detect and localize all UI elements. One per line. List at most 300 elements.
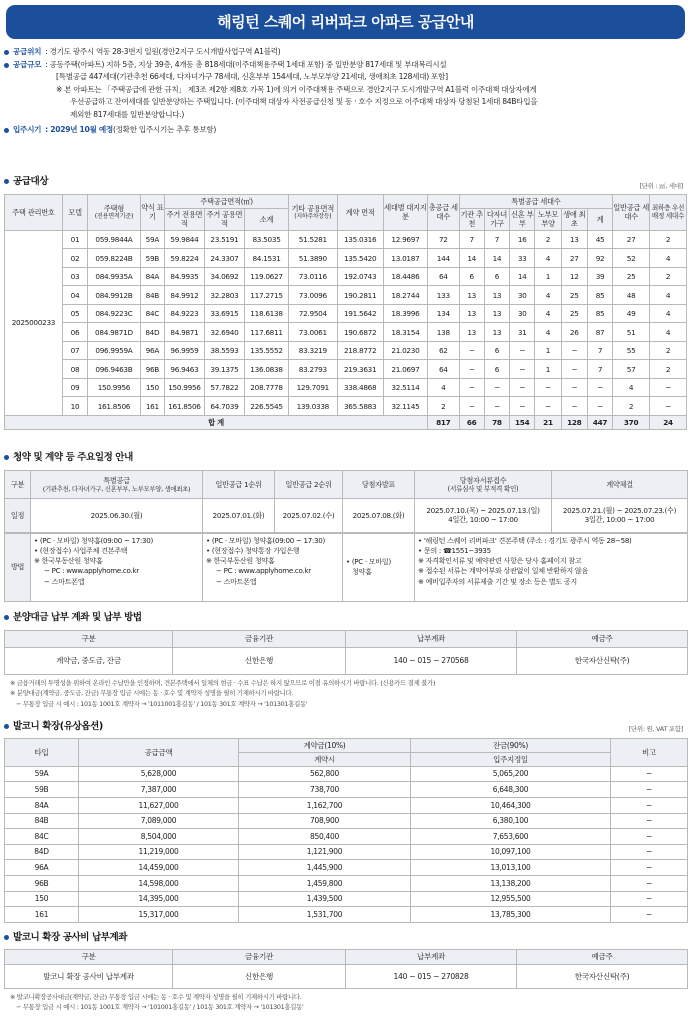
pay-h-div: 구분 xyxy=(5,630,173,647)
cell-first: − xyxy=(561,378,587,397)
cell-newlywed: 30 xyxy=(510,304,535,323)
sched-h-special-sub: (기관추천, 다자녀가구, 신혼부부, 노부모부양, 생애최초) xyxy=(42,484,191,493)
sched-date-contract-1: 2025.07.21.(월) ~ 2025.07.23.(수) xyxy=(562,506,677,516)
cell-model: 07 xyxy=(62,341,87,360)
sched-date-docs xyxy=(415,498,552,532)
method-line: • (PC · 모바일) xyxy=(346,557,391,567)
method-table xyxy=(4,533,688,602)
bullet-icon xyxy=(4,179,9,184)
method-line: • (PC · 모바일) 청약홈(09:00 ~ 17:30) xyxy=(34,535,153,545)
th-contract: 계약 면적 xyxy=(337,194,383,230)
movein-note: (정확한 입주시기는 추후 통보함) xyxy=(112,125,217,134)
cell-abbr: 96B xyxy=(140,360,164,379)
bal-h-balance: 잔금(90%) xyxy=(411,738,611,752)
balcony-row xyxy=(5,907,688,923)
cell-abbr: 84A xyxy=(140,267,164,286)
bal-h-note: 비고 xyxy=(611,738,688,766)
schedule-title xyxy=(4,452,687,464)
cell-land: 18.3996 xyxy=(383,304,427,323)
supply-row xyxy=(5,286,687,305)
bal-type: 96B xyxy=(5,876,79,892)
method-line: • (현장접수) 사업주체 견본주택 xyxy=(34,546,128,556)
th-sum: 계 xyxy=(587,208,612,230)
cell-abbr: 84B xyxy=(140,286,164,305)
cell-total-units: 2 xyxy=(428,397,460,416)
pay-bank: 신한은행 xyxy=(173,647,346,674)
supply-row xyxy=(5,267,687,286)
bal-note: − xyxy=(611,813,688,829)
cell-land: 18.3154 xyxy=(383,323,427,342)
supply-section xyxy=(4,176,687,430)
th-inst: 기관 추천 xyxy=(460,210,483,229)
balcony-row xyxy=(5,876,688,892)
th-total-units: 총공급 세대수 xyxy=(428,194,460,230)
bullet-icon xyxy=(4,50,9,55)
cell-elder: 4 xyxy=(535,286,561,305)
cell-model: 02 xyxy=(62,249,87,268)
schedule-table xyxy=(4,470,688,533)
cell-common: 38.5593 xyxy=(204,341,244,360)
cell-multi: 6 xyxy=(484,267,509,286)
total-cell: 447 xyxy=(587,415,612,429)
bal-balance: 12,955,500 xyxy=(411,891,611,907)
cell-sum: 92 xyxy=(587,249,612,268)
cell-type: 059.9844A xyxy=(88,230,141,249)
cell-model: 09 xyxy=(62,378,87,397)
method-line: − 스마트폰앱 xyxy=(216,576,257,586)
cell-other: 129.7091 xyxy=(289,378,337,397)
cell-common: 34.0692 xyxy=(204,267,244,286)
cell-other: 83.2793 xyxy=(289,360,337,379)
bal-h-deposit: 계약금(10%) xyxy=(239,738,411,752)
bal-balance: 13,138,200 xyxy=(411,876,611,892)
bullet-icon xyxy=(4,935,9,940)
bal-h-deposit-sub: 계약시 xyxy=(239,752,411,766)
cell-first: 25 xyxy=(561,286,587,305)
cell-other: 139.0338 xyxy=(289,397,337,416)
movein-line xyxy=(4,124,687,137)
cell-other: 83.3219 xyxy=(289,341,337,360)
cell-lowest: − xyxy=(650,378,687,397)
cell-first: − xyxy=(561,341,587,360)
method-line: ※ 접수된 서류는 계약여부와 상관없이 일체 반환하지 않음 xyxy=(418,566,589,576)
cell-contract: 219.3631 xyxy=(337,360,383,379)
cell-inst: − xyxy=(459,397,484,416)
cell-model: 03 xyxy=(62,267,87,286)
cell-abbr: 84D xyxy=(140,323,164,342)
cell-subtotal: 208.7778 xyxy=(244,378,288,397)
sched-row-date: 일정 xyxy=(5,498,31,532)
bal-deposit: 1,445,900 xyxy=(239,860,411,876)
cell-model: 10 xyxy=(62,397,87,416)
payment-note-1: ※ 금융거래의 투명성을 위하여 온라인 수납만을 인정하며, 견본주택에서 일체의 현금 · 수표 수납은 하지 않으므로 이점 유의하시기 바랍니다. (신용카드 결제 불가) xyxy=(10,678,436,687)
total-cell: 24 xyxy=(650,415,687,429)
cell-subtotal: 118.6138 xyxy=(244,304,288,323)
cell-inst: − xyxy=(459,341,484,360)
cell-type: 084.9935A xyxy=(88,267,141,286)
bullet-icon xyxy=(4,63,9,68)
movein-value: : 2029년 10월 예정 xyxy=(45,125,113,134)
balcony-row xyxy=(5,860,688,876)
cell-common: 23.5191 xyxy=(204,230,244,249)
cell-type: 096.9463B xyxy=(88,360,141,379)
balcony-row xyxy=(5,766,688,782)
bal-h-type: 타입 xyxy=(5,738,79,766)
th-special: 특별공급 세대수 xyxy=(459,194,613,208)
location-line xyxy=(4,46,687,59)
balcony-payment-title xyxy=(4,932,687,944)
method-winner xyxy=(343,533,415,601)
schedule-section xyxy=(4,452,687,602)
cell-elder: 1 xyxy=(535,360,561,379)
pay-account: 140 − 015 − 270568 xyxy=(346,647,517,674)
cell-type: 059.8224B xyxy=(88,249,141,268)
balcony-row xyxy=(5,813,688,829)
bpay-account: 140 − 015 − 270828 xyxy=(346,964,517,988)
bal-amount: 7,089,000 xyxy=(79,813,239,829)
method-line: ※ 한국부동산원 청약홈 xyxy=(206,556,275,566)
method-line: • 문의 : ☎1551−3935 xyxy=(418,546,491,556)
payment-title-text: 분양대금 납부 계좌 및 납부 방법 xyxy=(13,612,142,623)
cell-contract: 338.4868 xyxy=(337,378,383,397)
cell-excl: 161.8506 xyxy=(164,397,204,416)
method-line: • '해링턴 스퀘어 리버파크' 견본주택 (주소 : 경기도 광주시 역동 28−58) xyxy=(418,535,632,545)
cell-multi: 13 xyxy=(484,304,509,323)
cell-general: 55 xyxy=(613,341,650,360)
schedule-title-text: 청약 및 계약 등 주요일정 안내 xyxy=(13,452,133,463)
bal-deposit: 562,800 xyxy=(239,766,411,782)
bal-type: 59A xyxy=(5,766,79,782)
bal-amount: 15,317,000 xyxy=(79,907,239,923)
cell-inst: 7 xyxy=(459,230,484,249)
balcony-row xyxy=(5,829,688,845)
balcony-row xyxy=(5,844,688,860)
method-line: − PC : www.applyhome.co.kr xyxy=(216,566,311,576)
cell-sum: 7 xyxy=(587,360,612,379)
balcony-payment-section xyxy=(4,932,687,1013)
cell-elder: 4 xyxy=(535,323,561,342)
method-docs xyxy=(415,533,688,601)
pay-div: 계약금, 중도금, 잔금 xyxy=(5,647,173,674)
cell-elder: 1 xyxy=(535,267,561,286)
cell-model: 01 xyxy=(62,230,87,249)
cell-lowest: 2 xyxy=(650,267,687,286)
th-type-sub: (전용면적기준) xyxy=(94,213,134,221)
sched-date-special: 2025.06.30.(월) xyxy=(31,498,203,532)
cell-lowest: 4 xyxy=(650,249,687,268)
cell-type: 084.9223C xyxy=(88,304,141,323)
cell-general: 2 xyxy=(613,397,650,416)
supply-row xyxy=(5,360,687,379)
total-cell: 817 xyxy=(428,415,460,429)
bal-deposit: 1,439,500 xyxy=(239,891,411,907)
supply-row xyxy=(5,341,687,360)
pay-h-bank: 금융기관 xyxy=(173,630,346,647)
cell-first: 12 xyxy=(561,267,587,286)
method-line: − PC : www.applyhome.co.kr xyxy=(44,566,139,576)
balcony-payment-table xyxy=(4,949,688,989)
cell-first: 13 xyxy=(561,230,587,249)
cell-land: 12.9697 xyxy=(383,230,427,249)
cell-elder: 2 xyxy=(535,230,561,249)
bpay-h-bank: 금융기관 xyxy=(173,949,346,964)
cell-abbr: 96A xyxy=(140,341,164,360)
cell-total-units: 72 xyxy=(428,230,460,249)
bal-amount: 14,459,000 xyxy=(79,860,239,876)
cell-contract: 190.2811 xyxy=(337,286,383,305)
cell-sum: − xyxy=(587,378,612,397)
bal-deposit: 850,400 xyxy=(239,829,411,845)
balcony-section xyxy=(4,721,687,923)
method-line: 청약홈 xyxy=(352,567,372,577)
bullet-icon xyxy=(4,724,9,729)
balcony-row xyxy=(5,782,688,798)
sched-h-docs-sub: (서류심사 및 부적격 확인) xyxy=(447,484,519,493)
sched-h-special xyxy=(31,470,203,498)
th-subtotal: 소계 xyxy=(244,208,288,230)
cell-inst: 14 xyxy=(459,249,484,268)
th-multi: 다자녀 가구 xyxy=(484,208,509,230)
cell-multi: 14 xyxy=(484,249,509,268)
bal-balance: 13,785,300 xyxy=(411,907,611,923)
cell-abbr: 59A xyxy=(140,230,164,249)
movein-label: 입주시기 xyxy=(13,125,42,134)
cell-inst: 13 xyxy=(459,323,484,342)
cell-general: 52 xyxy=(613,249,650,268)
bpay-div: 발코니 확장 공사비 납부계좌 xyxy=(5,964,173,988)
payment-table xyxy=(4,630,688,675)
bal-type: 84C xyxy=(5,829,79,845)
th-land: 세대별 대지지분 xyxy=(383,194,427,230)
supply-row xyxy=(5,304,687,323)
pay-holder: 한국자산신탁(주) xyxy=(517,647,688,674)
cell-type: 150.9956 xyxy=(88,378,141,397)
cell-newlywed: 14 xyxy=(510,267,535,286)
sched-date-rank1: 2025.07.01.(화) xyxy=(203,498,275,532)
balcony-title xyxy=(4,721,687,733)
cell-subtotal: 83.5035 xyxy=(244,230,288,249)
bpay-holder: 한국자산신탁(주) xyxy=(517,964,688,988)
cell-common: 39.1375 xyxy=(204,360,244,379)
method-line: − 스마트폰앱 xyxy=(44,576,85,586)
th-newlywed: 신혼 부부 xyxy=(511,210,534,229)
bal-note: − xyxy=(611,782,688,798)
cell-total-units: 134 xyxy=(428,304,460,323)
cell-common: 64.7039 xyxy=(204,397,244,416)
cell-abbr: 161 xyxy=(140,397,164,416)
bal-type: 150 xyxy=(5,891,79,907)
cell-sum: 39 xyxy=(587,267,612,286)
th-mgmt: 주택 관리번호 xyxy=(5,194,63,230)
sched-h-contract: 계약체결 xyxy=(552,470,688,498)
cell-general: 49 xyxy=(613,304,650,323)
th-excl: 주거 전용면적 xyxy=(164,208,204,230)
balcony-unit: [단위: 원, VAT 포함] xyxy=(628,725,683,733)
cell-other: 73.0096 xyxy=(289,286,337,305)
total-cell: 128 xyxy=(561,415,587,429)
bal-amount: 5,628,000 xyxy=(79,766,239,782)
bal-amount: 14,598,000 xyxy=(79,876,239,892)
th-model: 모델 xyxy=(62,194,87,230)
balcony-row xyxy=(5,891,688,907)
pay-h-account: 납부계좌 xyxy=(346,630,517,647)
cell-lowest: − xyxy=(650,397,687,416)
cell-first: 25 xyxy=(561,304,587,323)
page-title: 해링턴 스퀘어 리버파크 아파트 공급안내 xyxy=(6,5,685,39)
note-line-3: 제외한 817세대를 일반분양합니다.) xyxy=(70,109,185,119)
th-general: 일반공급 세대수 xyxy=(613,194,650,230)
cell-contract: 365.5883 xyxy=(337,397,383,416)
cell-excl: 59.8224 xyxy=(164,249,204,268)
cell-excl: 150.9956 xyxy=(164,378,204,397)
th-type xyxy=(88,194,141,230)
cell-sum: 7 xyxy=(587,341,612,360)
supply-row xyxy=(5,249,687,268)
bal-balance: 7,653,600 xyxy=(411,829,611,845)
cell-multi: 6 xyxy=(484,341,509,360)
cell-type: 096.9959A xyxy=(88,341,141,360)
method-line: ※ 자격확인서류 및 예약관련 사항은 당사 홈페이지 참고 xyxy=(418,556,582,566)
supply-row xyxy=(5,230,687,249)
total-cell: 154 xyxy=(510,415,535,429)
cell-newlywed: − xyxy=(510,378,535,397)
sched-h-winner: 당첨자발표 xyxy=(343,470,415,498)
cell-first: − xyxy=(561,397,587,416)
sched-h-docs-label: 당첨자서류접수 xyxy=(459,475,507,485)
cell-total-units: 4 xyxy=(428,378,460,397)
cell-contract: 192.0743 xyxy=(337,267,383,286)
th-first: 생애 최초 xyxy=(561,208,587,230)
cell-lowest: 4 xyxy=(650,323,687,342)
cell-other: 73.0061 xyxy=(289,323,337,342)
supply-unit: [단위 : ㎡, 세대] xyxy=(639,182,683,190)
bal-amount: 7,387,000 xyxy=(79,782,239,798)
th-other-label: 기타 공용면적 xyxy=(291,204,335,214)
cell-land: 21.0697 xyxy=(383,360,427,379)
cell-subtotal: 119.0627 xyxy=(244,267,288,286)
overview-section xyxy=(4,46,687,137)
bullet-icon xyxy=(4,455,9,460)
bal-h-balance-sub: 입주지정일 xyxy=(411,752,611,766)
th-area: 주택공급면적(㎡) xyxy=(164,194,288,208)
cell-land: 18.4486 xyxy=(383,267,427,286)
note-line-2: 우선공급하고 잔여세대를 일반분양하는 주택입니다. (이주대책 대상자 사전공급신청 및 동 · 호수 지정으로 이주대책 대상자 당첨된 1세대 84B타입을 xyxy=(70,97,538,106)
cell-lowest: 2 xyxy=(650,230,687,249)
bal-note: − xyxy=(611,907,688,923)
cell-land: 13.0187 xyxy=(383,249,427,268)
cell-contract: 190.6872 xyxy=(337,323,383,342)
cell-type: 084.9871D xyxy=(88,323,141,342)
cell-abbr: 150 xyxy=(140,378,164,397)
sched-date-docs-2: 4일간, 10:00 ~ 17:00 xyxy=(448,515,518,525)
cell-lowest: 4 xyxy=(650,286,687,305)
cell-multi: 6 xyxy=(484,360,509,379)
location-label: 공급위치 xyxy=(13,47,42,56)
cell-elder: 1 xyxy=(535,341,561,360)
bal-deposit: 738,700 xyxy=(239,782,411,798)
sched-date-docs-1: 2025.07.10.(목) ~ 2025.07.13.(일) xyxy=(426,506,540,516)
scale-detail: [특별공급 447세대(기관추천 66세대, 다자녀가구 78세대, 신혼부부 154세대, 노부모부양 21세대, 생애최초 128세대) 포함] xyxy=(56,72,448,81)
supply-row xyxy=(5,323,687,342)
bal-type: 59B xyxy=(5,782,79,798)
sched-h-special-label: 특별공급 xyxy=(103,475,130,485)
scale-value: : 공동주택(아파트) 지하 5층, 지상 39층, 4개동 총 818세대(이주대책용주택 1세대 포함) 중 일반분양 817세대 및 부대복리시설 xyxy=(45,59,447,69)
cell-lowest: 4 xyxy=(650,304,687,323)
cell-common: 33.6915 xyxy=(204,304,244,323)
cell-excl: 84.9223 xyxy=(164,304,204,323)
cell-other: 72.9504 xyxy=(289,304,337,323)
cell-sum: 85 xyxy=(587,304,612,323)
cell-model: 05 xyxy=(62,304,87,323)
cell-land: 18.2744 xyxy=(383,286,427,305)
balcony-row xyxy=(5,798,688,814)
cell-model: 04 xyxy=(62,286,87,305)
cell-multi: − xyxy=(484,397,509,416)
cell-general: 4 xyxy=(613,378,650,397)
supply-title xyxy=(4,176,687,188)
sched-h-rank1: 일반공급 1순위 xyxy=(203,470,275,498)
sched-h-div: 구분 xyxy=(5,470,31,498)
cell-excl: 96.9959 xyxy=(164,341,204,360)
cell-inst: 13 xyxy=(459,304,484,323)
cell-multi: 13 xyxy=(484,323,509,342)
cell-sum: 87 xyxy=(587,323,612,342)
cell-contract: 135.0316 xyxy=(337,230,383,249)
cell-subtotal: 226.5545 xyxy=(244,397,288,416)
cell-multi: 7 xyxy=(484,230,509,249)
bal-note: − xyxy=(611,876,688,892)
cell-excl: 59.9844 xyxy=(164,230,204,249)
cell-multi: 13 xyxy=(484,286,509,305)
pay-h-holder: 예금주 xyxy=(517,630,688,647)
th-type-label: 주택형 xyxy=(103,203,125,213)
cell-land: 32.5114 xyxy=(383,378,427,397)
cell-elder: − xyxy=(535,397,561,416)
total-cell: 370 xyxy=(613,415,650,429)
location-value: : 경기도 광주시 역동 28-3번지 일원(경안2지구 도시개발사업구역 A1블럭) xyxy=(45,47,281,56)
payment-note-2: ※ 분양대금(계약금, 중도금, 잔금) 무통장 입금 시에는 동 · 호수 및 계약자 성명을 필히 기재하시기 바랍니다. xyxy=(10,689,294,698)
supply-table xyxy=(4,194,687,430)
bal-note: − xyxy=(611,829,688,845)
sched-date-contract-2: 3일간, 10:00 ~ 17:00 xyxy=(584,515,655,525)
th-lowest: 최하층 우선배정 세대수 xyxy=(650,194,687,230)
cell-multi: − xyxy=(484,378,509,397)
cell-general: 27 xyxy=(613,230,650,249)
cell-model: 08 xyxy=(62,360,87,379)
note-line-1: ※ 본 아파트는 「주택공급에 관한 규칙」 제3조 제2항 제8호 가목 1)에 의거 이주대책용 주택으로 경안2지구 도시개발구역 A1블럭 이주대책 대상자에게 xyxy=(56,84,537,94)
bal-balance: 10,464,300 xyxy=(411,798,611,814)
cell-first: 27 xyxy=(561,249,587,268)
method-line: • (현장접수) 청약통장 가입은행 xyxy=(206,546,300,556)
bal-note: − xyxy=(611,766,688,782)
cell-total-units: 144 xyxy=(428,249,460,268)
method-special xyxy=(31,533,203,601)
sched-date-winner: 2025.07.08.(화) xyxy=(343,498,415,532)
mgmt-number: 2025000233 xyxy=(5,230,63,415)
bal-deposit: 1,162,700 xyxy=(239,798,411,814)
cell-contract: 135.5420 xyxy=(337,249,383,268)
cell-type: 084.9912B xyxy=(88,286,141,305)
cell-lowest: 2 xyxy=(650,341,687,360)
bal-note: − xyxy=(611,798,688,814)
bal-amount: 8,504,000 xyxy=(79,829,239,845)
bal-note: − xyxy=(611,844,688,860)
cell-general: 48 xyxy=(613,286,650,305)
cell-subtotal: 84.1531 xyxy=(244,249,288,268)
cell-newlywed: − xyxy=(510,360,535,379)
bal-type: 96A xyxy=(5,860,79,876)
cell-model: 06 xyxy=(62,323,87,342)
